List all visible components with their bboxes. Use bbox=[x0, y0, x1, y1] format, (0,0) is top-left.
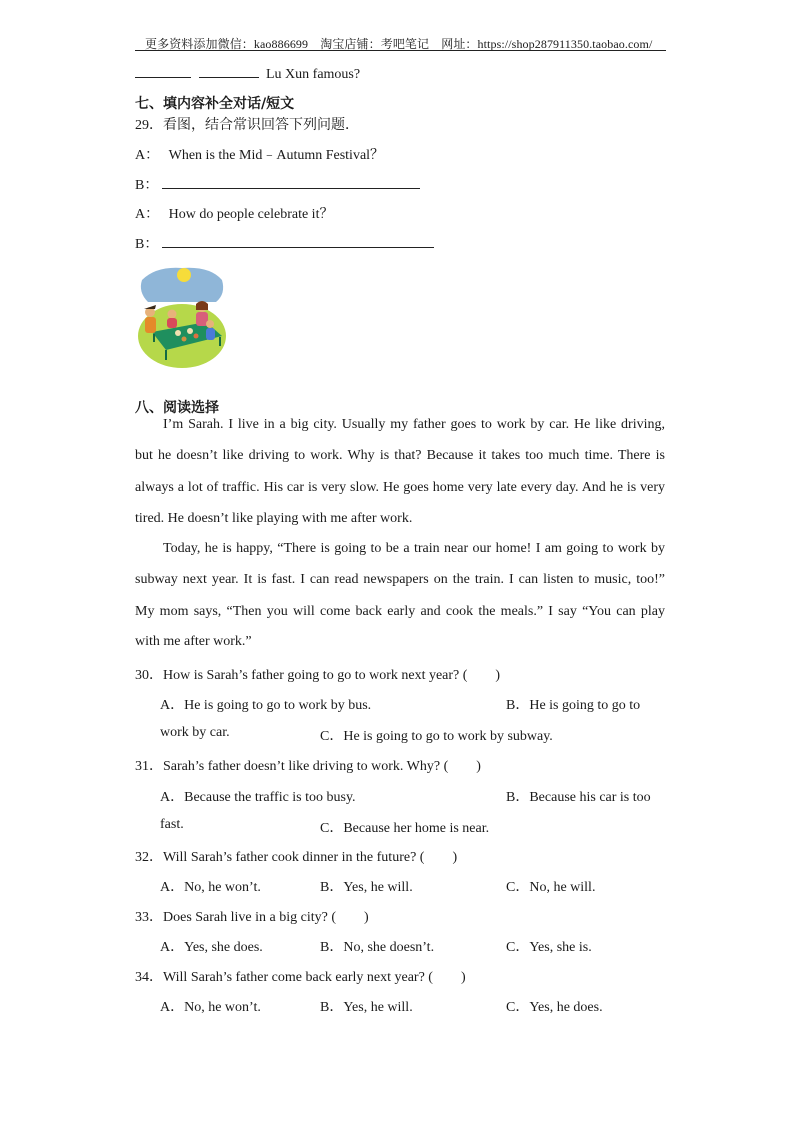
dialogue-line-a1 bbox=[135, 144, 384, 164]
section-7-title: 七、填内容补全对话/短文 bbox=[135, 96, 295, 112]
header-divider bbox=[135, 50, 666, 51]
paragraph-1-line: I’m Sarah. I live in a big city. Usually my father goes to work by car. He like driving, bbox=[163, 417, 665, 432]
question-31-stem: 31．Sarah’s father doesn’t like driving to work. Why? ( ) bbox=[135, 759, 481, 774]
reading-paragraph-2 bbox=[135, 564, 665, 595]
q32-option-b[interactable]: B．Yes, he will. bbox=[320, 880, 413, 895]
reading-paragraph-1 bbox=[135, 472, 665, 503]
carry-over-line bbox=[135, 63, 360, 83]
page-header: 更多资料添加微信：kao886699 淘宝店铺：考吧笔记 网址：https://shop287911350.taobao.com/ bbox=[145, 37, 653, 51]
reading-paragraph-2 bbox=[135, 626, 665, 657]
speaker-a-label: A： bbox=[135, 207, 160, 222]
reading-paragraph-2 bbox=[135, 533, 665, 564]
question-34-stem: 34．Will Sarah’s father come back early next year? ( ) bbox=[135, 970, 466, 985]
question-30-stem: 30．How is Sarah’s father going to go to work next year? ( ) bbox=[135, 668, 501, 683]
reading-paragraph-1 bbox=[135, 503, 665, 534]
question-33-stem: 33．Does Sarah live in a big city? ( ) bbox=[135, 910, 369, 925]
dialogue-line-a2 bbox=[135, 203, 333, 223]
q31-option-c[interactable]: C．Because her home is near. bbox=[320, 821, 490, 836]
reading-paragraph-2 bbox=[135, 596, 665, 627]
speaker-a-label: A： bbox=[135, 148, 160, 163]
speaker-b-label: B： bbox=[135, 178, 159, 193]
paragraph-1-line: tired. He doesn’t like playing with me after work. bbox=[135, 511, 413, 526]
question-32-stem: 32．Will Sarah’s father cook dinner in the future? ( ) bbox=[135, 850, 458, 865]
paragraph-2-line: Today, he is happy, “There is going to be a train near our home! I am going to work by bbox=[163, 541, 665, 556]
q30-option-b[interactable]: B．He is going to go to bbox=[506, 698, 641, 713]
q30-option-b-continued[interactable]: work by car. bbox=[160, 725, 230, 740]
answer-blank-b2[interactable] bbox=[162, 233, 434, 248]
paragraph-2-line: with me after work.” bbox=[135, 634, 252, 649]
dialogue-a2-text: How do people celebrate it？ bbox=[168, 207, 334, 222]
reading-paragraph-1 bbox=[135, 409, 665, 440]
q34-option-a[interactable]: A．No, he won’t. bbox=[160, 1000, 261, 1015]
q32-option-a[interactable]: A．No, he won’t. bbox=[160, 880, 261, 895]
reading-paragraph-1 bbox=[135, 440, 665, 471]
carry-over-text: Lu Xun famous? bbox=[266, 67, 361, 82]
paragraph-1-line: but he doesn’t like driving to work. Why is that? Because it takes too much time. There is bbox=[135, 448, 665, 463]
dialogue-a1-text: When is the Mid﹣Autumn Festival？ bbox=[168, 148, 385, 163]
q30-option-a[interactable]: A．He is going to go to work by bus. bbox=[160, 698, 372, 713]
question-29-stem: 29．看图，结合常识回答下列问题． bbox=[135, 118, 359, 133]
q34-option-c[interactable]: C．Yes, he does. bbox=[506, 1000, 603, 1015]
q31-option-b[interactable]: B．Because his car is too bbox=[506, 790, 651, 805]
speaker-b-label: B： bbox=[135, 237, 159, 252]
q34-option-b[interactable]: B．Yes, he will. bbox=[320, 1000, 413, 1015]
q32-option-c[interactable]: C．No, he will. bbox=[506, 880, 596, 895]
answer-blank-2[interactable] bbox=[199, 63, 259, 78]
q30-option-c[interactable]: C．He is going to go to work by subway. bbox=[320, 729, 553, 744]
section-8-title: 八、阅读选择 bbox=[135, 400, 219, 416]
paragraph-1-line: always a lot of traffic. His car is very slow. He goes home very late every day. And he is very bbox=[135, 480, 665, 495]
mid-autumn-family-dinner-illustration bbox=[136, 262, 228, 374]
paragraph-2-line: My mom says, “Then you will come back early and cook the meals.” I say “You can play bbox=[135, 604, 665, 619]
dialogue-line-b2 bbox=[135, 233, 434, 253]
q31-option-b-continued[interactable]: fast. bbox=[160, 817, 184, 832]
answer-blank-b1[interactable] bbox=[162, 174, 420, 189]
dialogue-line-b1 bbox=[135, 174, 420, 194]
q33-option-b[interactable]: B．No, she doesn’t. bbox=[320, 940, 435, 955]
paragraph-2-line: subway next year. It is fast. I can read newspapers on the train. I can listen to music, too!” bbox=[135, 572, 665, 587]
q33-option-c[interactable]: C．Yes, she is. bbox=[506, 940, 592, 955]
q31-option-a[interactable]: A．Because the traffic is too busy. bbox=[160, 790, 356, 805]
answer-blank-1[interactable] bbox=[135, 63, 191, 78]
q33-option-a[interactable]: A．Yes, she does. bbox=[160, 940, 263, 955]
